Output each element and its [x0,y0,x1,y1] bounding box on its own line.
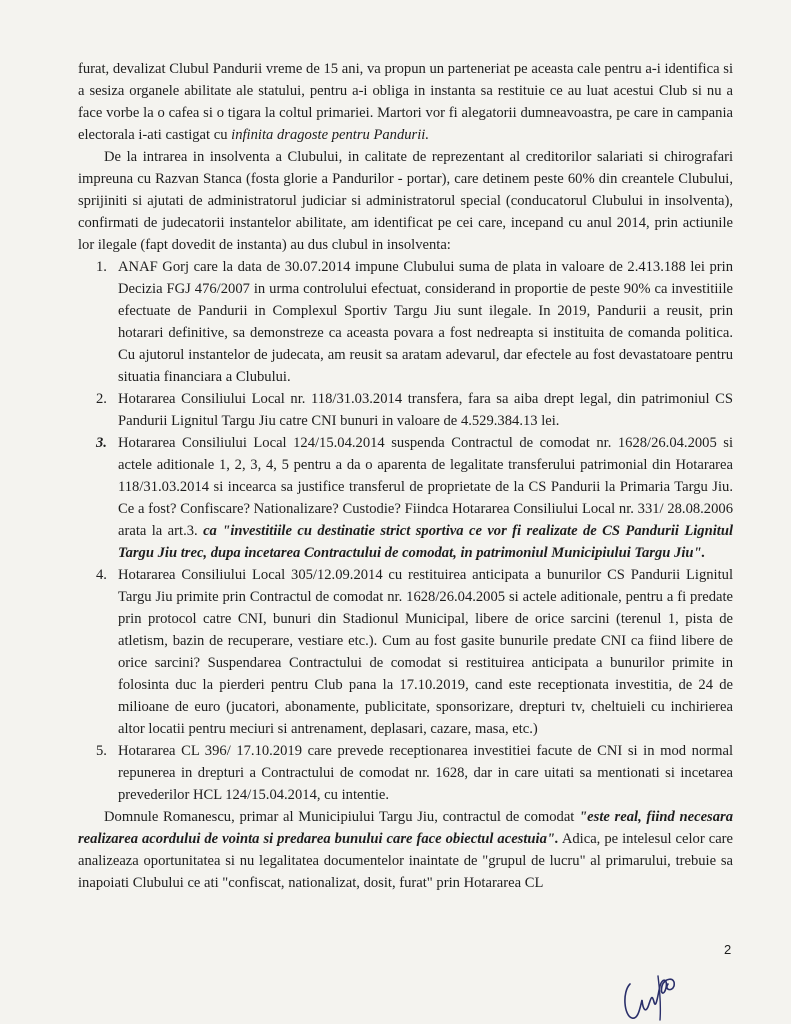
list-item-text: Hotararea Consiliului Local 305/12.09.2014 cu restituirea anticipata a bunurilor CS Pandurii Lignitul Targu Jiu primite prin Contractul de comodat nr. 1628/26.04.2005 si actele aditionale, pentru a fi predate prin protocol catre CNI, bunuri din Stadionul Municipal, libere de orice sarcini (terenul 1, pista de atletism, bazin de recuperare, vestiare etc.). Cum au fost gasite bunurile predate CNI ca fiind libere de orice sarcini? Suspendarea Contractului de comodat si restituirea anticipata a bunurilor primite in folosinta duc la pierderi pentru Club pana la 17.10.2019, cand este receptionata investitia, de 24 de milioane de euro (jucatori, abonamente, publicitate, sponsorizare, drepturi tv, cheltuieli cu inchirierea altor locatii pentru meciuri si antrenament, deplasari, cazare, masa, etc.) [118,567,733,737]
closing-paragraph [78,806,733,894]
list-number: 2. [96,391,107,407]
closing-text-continued: Adica, pe intelesul celor care analizeaza oportunitatea si nu legalitatea documentelor inaintate de "grupul de lucru" al primarului, trebuie sa inapoiati Clubului ce ati "confiscat, nationalizat, dosit, furat" prin Hotararea CL [78,831,734,891]
paragraph-creditors: De la intrarea in insolventa a Clubului, in calitate de reprezentant al creditorilor salariati si chirografari impreuna cu Razvan Stanca (fosta glorie a Pandurilor - portar), care detinem peste 60% din creantele Clubului, sprijiniti si ajutati de administratorul judiciar si administratorul special (conducatorul Clubului in insolventa), confirmati de judecatorii instantelor abilitate, am identificat pe cei care, incepand cu anul 2014, prin actiunile lor ilegale (fapt dovedit de instanta) au dus clubul in insolventa: [78,149,733,253]
list-item [78,388,733,432]
list-item-text: Hotararea Consiliului Local nr. 118/31.03.2014 transfera, fara sa aiba drept legal, din patrimoniul CS Pandurii Lignitul Targu Jiu catre CNI bunuri in valoare de 4.529.384.13 lei. [118,391,733,429]
list-item-text: Hotararea Consiliului Local 124/15.04.2014 suspenda Contractul de comodat nr. 1628/26.04.2005 si actele aditionale 1, 2, 3, 4, 5 pentru a da o aparenta de legalitate transferului patrimonial din Hotararea 118/31.03.2014 si incearca sa justifice transferul de proprietate de la CS Pandurii la Primaria Targu Jiu. Ce a fost? Confiscare? Nationalizare? Custodie? Fiindca Hotararea Consiliului Local nr. 331/ 28.08.2006 arata la art.3. [118,435,733,539]
list-item [78,256,733,388]
intro-paragraph [78,58,733,146]
list-item-quote: ca "investitiile cu destinatie strict sportiva ce vor fi realizate de CS Pandurii Lignitul Targu Jiu trec, dupa incetarea Contractului de comodat, in patrimoniul Municipiului Targu Jiu". [118,523,733,561]
list-number: 3. [96,435,107,451]
signature-icon [618,964,688,1022]
list-item [78,740,733,806]
list-item [78,432,733,564]
closing-text: Domnule Romanescu, primar al Municipiului Targu Jiu, contractul de comodat [104,809,580,825]
intro-italic-text: infinita dragoste pentru Pandurii. [231,127,429,143]
numbered-list [78,256,733,806]
list-item [78,564,733,740]
list-number: 5. [96,743,107,759]
list-number: 1. [96,259,107,275]
list-item-text: Hotararea CL 396/ 17.10.2019 care prevede receptionarea investitiei facute de CNI si in mod normal repunerea in drepturi a Contractului de comodat nr. 1628, dar in care uitati sa mentionati si incetarea prevederilor HCL 124/15.04.2014, cu intentie. [118,743,733,803]
document-body [78,58,733,894]
list-number: 4. [96,567,107,583]
page-number: 2 [724,942,732,957]
list-item-text: ANAF Gorj care la data de 30.07.2014 impune Clubului suma de plata in valoare de 2.413.188 lei prin Decizia FGJ 476/2007 in urma controlului efectuat, considerand in proportie de peste 90% ca investitiile efectuate de Pandurii in Complexul Sportiv Targu Jiu sunt ilegale. In 2019, Pandurii a reusit, prin hotarari definitive, sa demonstreze ca aceasta povara a fost nedreapta si instituita de comanda politica. Cu ajutorul instantelor de judecata, am reusit sa aratam adevarul, dar efectele au fost devastatoare pentru situatia financiara a Clubului. [118,259,733,385]
intro-text: furat, devalizat Clubul Pandurii vreme de 15 ani, va propun un parteneriat pe aceasta cale pentru a-i identifica si a sesiza organele abilitate ale statului, pentru a-i obliga in instanta sa restituie ce au luat acestui Club si nu a face vorbe la o cafea si o tigara la coltul primariei. Martori vor fi alegatorii dumneavoastra, pe care in campania electorala i-ati castigat cu [78,61,733,143]
closing-quote: "este real, fiind necesara realizarea acordului de vointa si predarea bunului care face obiectul acestuia". [78,809,733,847]
